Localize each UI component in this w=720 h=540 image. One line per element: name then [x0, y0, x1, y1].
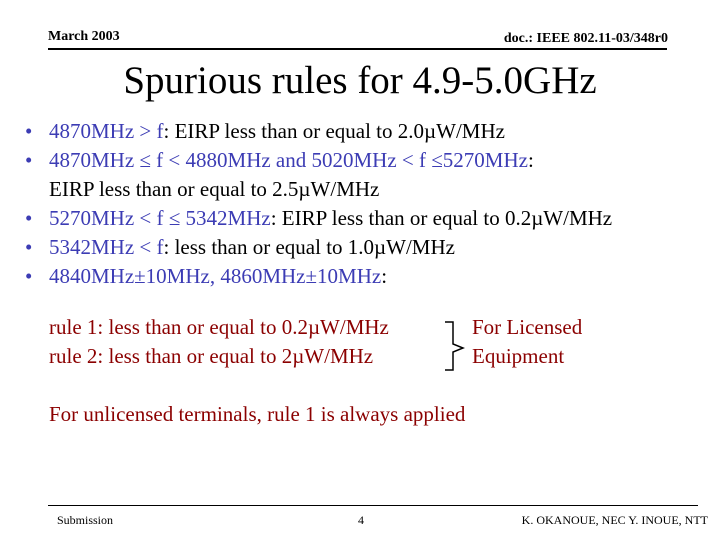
footer-page-number: 4	[358, 513, 364, 527]
header-date: March 2003	[48, 29, 120, 44]
bullet-limit-continuation: EIRP less than or equal to 2.5µW/MHz	[49, 177, 380, 201]
footer-submission: Submission	[57, 513, 114, 527]
bullet-dot-icon: •	[25, 264, 33, 288]
bullet-limit: : EIRP less than or equal to 2.0µW/MHz	[163, 119, 505, 143]
bullet-frequency: 4840MHz±10MHz, 4860MHz±10MHz	[49, 264, 382, 288]
bullet-item	[0, 117, 720, 146]
bullet-frequency: 4870MHz ≤ f < 4880MHz and 5020MHz < f ≤5270MHz	[49, 148, 528, 172]
bullet-limit: :	[527, 148, 534, 172]
licensed-equipment-label	[472, 313, 582, 371]
bullet-list	[0, 117, 720, 291]
bullet-dot-icon: •	[25, 119, 33, 143]
bullet-frequency: 4870MHz > f	[49, 119, 164, 143]
bullet-dot-icon: •	[25, 148, 33, 172]
bullet-item	[0, 146, 720, 204]
footer-divider	[48, 505, 698, 506]
header-doc-id: doc.: IEEE 802.11-03/348r0	[503, 31, 668, 46]
rule-1: rule 1: less than or equal to 0.2µW/MHz	[49, 315, 389, 339]
bullet-limit: : EIRP less than or equal to 0.2µW/MHz	[270, 206, 613, 230]
bullet-frequency: 5270MHz < f ≤ 5342MHz	[49, 206, 271, 230]
bullet-dot-icon: •	[25, 206, 33, 230]
bullet-item	[0, 204, 720, 233]
header-divider	[48, 48, 667, 50]
footer-authors: K. OKANOUE, NEC Y. INOUE, NTT	[521, 513, 708, 527]
rule-2: rule 2: less than or equal to 2µW/MHz	[49, 344, 374, 368]
bullet-item	[0, 233, 720, 262]
bullet-limit: : less than or equal to 1.0µW/MHz	[163, 235, 455, 259]
right-brace-icon	[435, 320, 465, 372]
licensed-line-1: For Licensed	[472, 315, 583, 339]
bullet-dot-icon: •	[25, 235, 33, 259]
unlicensed-note: For unlicensed terminals, rule 1 is always applied	[49, 402, 466, 426]
bullet-frequency: 5342MHz < f	[49, 235, 164, 259]
slide-title: Spurious rules for 4.9-5.0GHz	[123, 59, 597, 102]
bullet-item	[0, 262, 720, 291]
rule-list	[49, 313, 389, 371]
licensed-line-2: Equipment	[472, 344, 565, 368]
bullet-limit: :	[381, 264, 388, 288]
